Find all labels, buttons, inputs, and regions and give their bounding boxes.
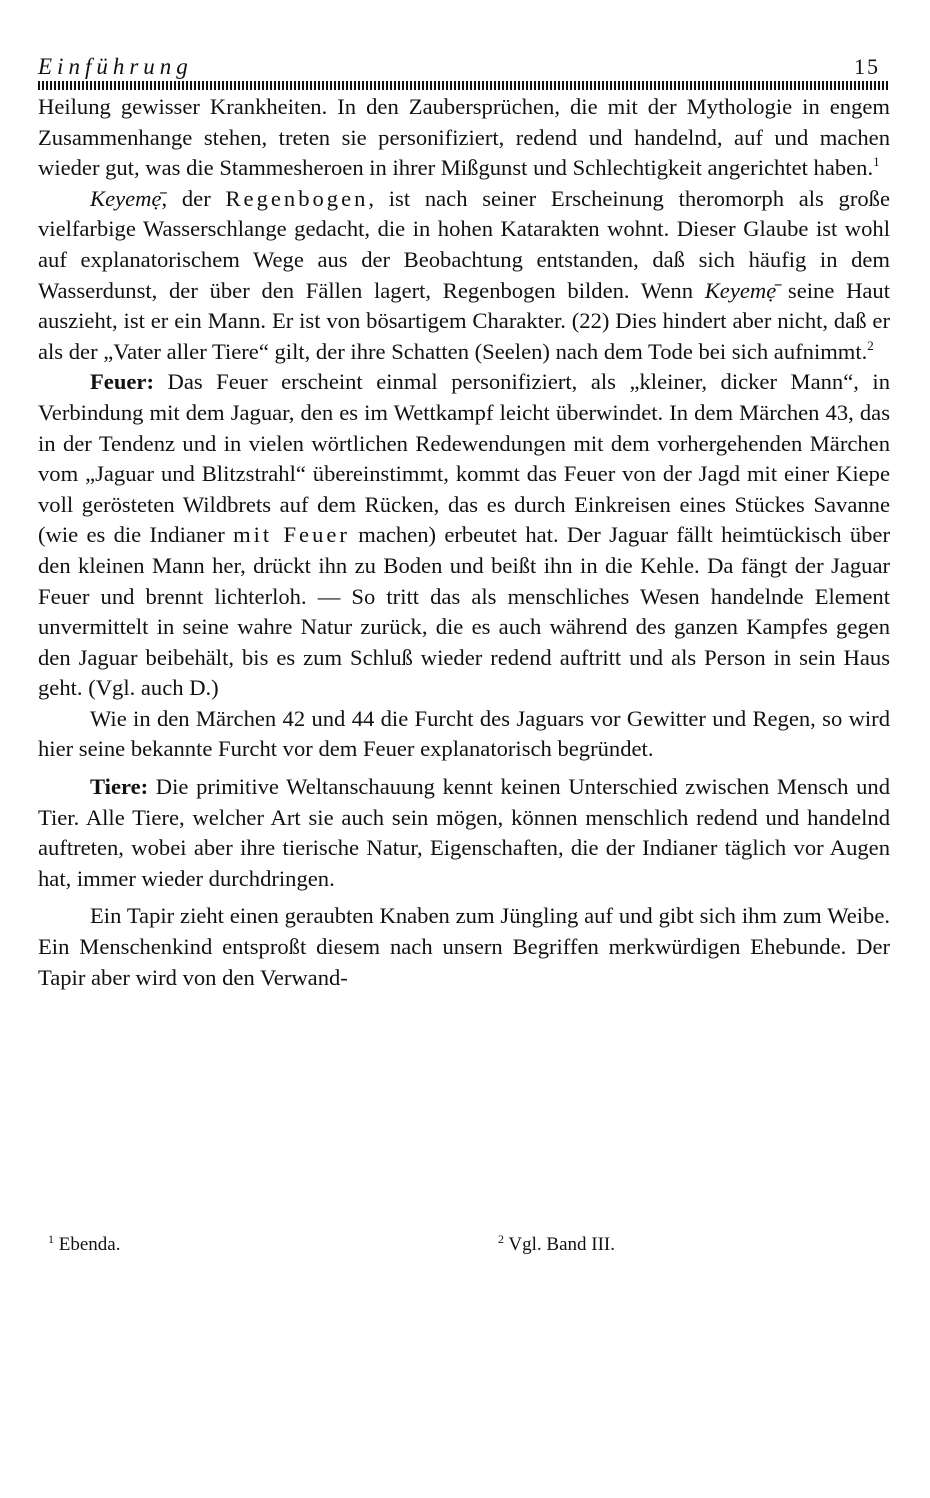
paragraph-furcht: Wie in den Märchen 42 und 44 die Furcht des Jaguars vor Gewitter und Regen, so wird hier seine bekannte Furcht vor dem Feuer explanatorisch begründet. <box>38 705 890 762</box>
paragraph-feuer: Feuer: Das Feuer erscheint einmal personifiziert, als „kleiner, dicker Mann“, in Verbindung mit dem Jaguar, den es im Wettkampf leicht überwindet. In dem Märchen 43, das in der Tendenz und in vielen wörtlichen Redewendungen mit dem vorhergehenden Märchen vom „Jaguar und Blitzstrahl“ übereinstimmt, kommt das Feuer von der Jagd mit einer Kiepe voll gerösteten Wildbrets auf dem Rücken, das es durch Einkreisen eines Stückes Savanne (wie es die Indianer mit Feuer machen) erbeutet hat. Der Jaguar fällt heimtückisch über den kleinen Mann her, drückt ihn zu Boden und beißt ihn in die Kehle. Da fängt der Jaguar Feuer und brennt lichterloh. — So tritt das als menschliches Wesen handelnde Element unvermittelt in seine wahre Natur zurück, die es auch während des ganzen Kampfes gegen den Jaguar beibehält, bis es zum Schluß wieder redend auftritt und als Person in sein Haus geht. (Vgl. auch D.) <box>38 369 890 701</box>
paragraph-regenbogen: Keyemẹ̄, der Regenbogen, ist nach seiner Erscheinung theromorph als große vielfarbige Wasserschlange gedacht, die in hohen Katarakten wohnt. Dieser Glaube ist wohl auf explanatorischem Wege aus der Beobachtung entstanden, daß sich häufig in dem Wasserdunst, der über den Fällen lagert, Regenbogen bilden. Wenn Keyemẹ̄ seine Haut auszieht, ist er ein Mann. Er ist von bösartigem Charakter. (22) Dies hindert aber nicht, daß er als der „Vater aller Tiere“ gilt, der ihre Schatten (Seelen) nach dem Tode bei sich aufnimmt.$^2$ <box>38 185 890 364</box>
paragraph-tapir: Ein Tapir zieht einen geraubten Knaben zum Jüngling auf und gibt sich ihm zum Weibe. Ein Menschenkind entsproßt diesem nach unsern Begriffen merkwürdigen Ehebunde. Der Tapir aber wird von den Verwand- <box>38 903 890 990</box>
paragraph-tiere: Tiere: Die primitive Weltanschauung kennt keinen Unterschied zwischen Mensch und Tier. Alle Tiere, welcher Art sie auch sein mögen, können menschlich redend und handelnd auftreten, wobei aber ihre tierische Natur, Eigenschaften, die der Indianer täglich vor Augen hat, immer wieder durchdringen. <box>38 774 890 891</box>
footnote-1: $^1$ Ebenda. <box>48 1232 121 1255</box>
term-regenbogen: Regenbogen <box>225 185 369 211</box>
paragraph-1: Heilung gewisser Krankheiten. In den Zaubersprüchen, die mit der Mythologie in engem Zusammenhange stehen, treten sie personifiziert, redend und handelnd, auf und machen wieder gut, was die Stammesheroen in ihrer Mißgunst und Schlechtigkeit angerichtet haben.$^1$ <box>38 94 890 181</box>
term-keyeme-2: Keyemẹ̄ <box>704 277 777 303</box>
footnote-2: $^2$ Vgl. Band III. <box>498 1232 616 1255</box>
running-header <box>38 48 890 84</box>
book-page <box>38 48 890 993</box>
header-rule <box>38 81 890 90</box>
header-title: Einführung <box>38 54 193 79</box>
footnote-ref-2: 2 <box>867 337 874 353</box>
spaced-mit-feuer: mit Feuer <box>233 522 350 548</box>
page-number: 15 <box>854 54 880 79</box>
heading-tiere: Tiere: <box>90 774 149 800</box>
heading-feuer: Feuer: <box>90 369 154 395</box>
term-keyeme: Keyemẹ̄ <box>90 185 162 211</box>
footnote-ref-1: 1 <box>873 154 880 170</box>
body-text <box>38 92 890 993</box>
